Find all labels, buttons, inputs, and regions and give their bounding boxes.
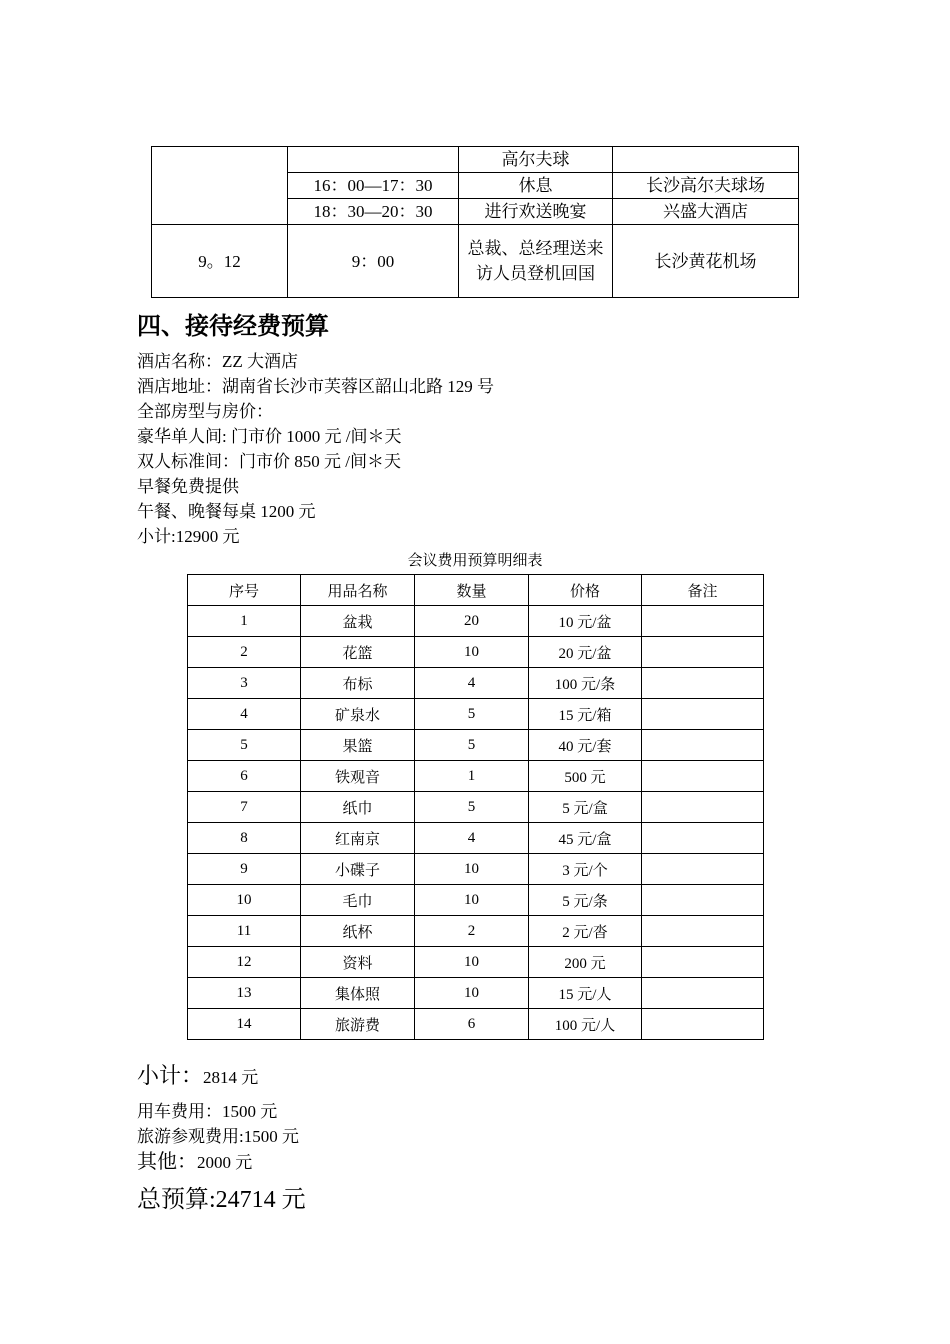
- cell-index: 11: [188, 916, 301, 947]
- hotel-name: 酒店名称：ZZ 大酒店: [137, 352, 299, 371]
- cell-quantity: 5: [415, 730, 529, 761]
- schedule-location-cell: [613, 147, 799, 173]
- schedule-date-cell: 9。12: [152, 225, 288, 298]
- cell-quantity: 20: [415, 606, 529, 637]
- cell-price: 40 元/套: [529, 730, 642, 761]
- cell-note: [642, 1009, 764, 1040]
- cell-index: 8: [188, 823, 301, 854]
- items-subtotal-value: 2814 元: [203, 1068, 259, 1087]
- table-row: [188, 854, 764, 885]
- deluxe-single-price: 豪华单人间: 门市价 1000 元 /间＊天: [137, 427, 402, 446]
- cell-note: [642, 761, 764, 792]
- table-row: [188, 761, 764, 792]
- col-header-note: 备注: [642, 575, 764, 606]
- items-subtotal: [137, 1061, 258, 1093]
- cell-quantity: 10: [415, 978, 529, 1009]
- schedule-row: [152, 225, 799, 298]
- schedule-time-cell: 9：00: [288, 225, 459, 298]
- cell-index: 13: [188, 978, 301, 1009]
- table-row: [188, 699, 764, 730]
- cell-quantity: 10: [415, 637, 529, 668]
- col-header-price: 价格: [529, 575, 642, 606]
- cell-price: 45 元/盒: [529, 823, 642, 854]
- table-row: [188, 885, 764, 916]
- table-row: [188, 978, 764, 1009]
- schedule-activity-cell: 高尔夫球: [459, 147, 613, 173]
- cell-item-name: 红南京: [301, 823, 415, 854]
- total-budget-label: 总预算:: [137, 1187, 216, 1213]
- cell-item-name: 集体照: [301, 978, 415, 1009]
- double-standard-price: 双人标准间：门市价 850 元 /间＊天: [137, 452, 401, 471]
- cell-quantity: 1: [415, 761, 529, 792]
- cell-price: 100 元/人: [529, 1009, 642, 1040]
- cell-note: [642, 699, 764, 730]
- cell-quantity: 10: [415, 947, 529, 978]
- cell-index: 6: [188, 761, 301, 792]
- cell-note: [642, 606, 764, 637]
- cell-index: 4: [188, 699, 301, 730]
- cell-item-name: 铁观音: [301, 761, 415, 792]
- budget-table: [187, 574, 764, 1040]
- cell-price: 200 元: [529, 947, 642, 978]
- cell-quantity: 10: [415, 854, 529, 885]
- items-subtotal-label: 小计：: [137, 1063, 204, 1088]
- cell-price: 5 元/盒: [529, 792, 642, 823]
- schedule-location-cell: 长沙黄花机场: [613, 225, 799, 298]
- cell-price: 5 元/条: [529, 885, 642, 916]
- other-cost-label: 其他：: [137, 1151, 197, 1173]
- cell-quantity: 4: [415, 668, 529, 699]
- cell-quantity: 5: [415, 792, 529, 823]
- schedule-time-cell: 18：30—20：30: [288, 199, 459, 225]
- cell-quantity: 5: [415, 699, 529, 730]
- cell-note: [642, 885, 764, 916]
- budget-table-body: [188, 606, 764, 1040]
- cell-index: 2: [188, 637, 301, 668]
- cell-index: 12: [188, 947, 301, 978]
- section-heading: 四、接待经费预算: [137, 312, 329, 340]
- cell-quantity: 10: [415, 885, 529, 916]
- table-row: [188, 730, 764, 761]
- other-cost: [137, 1147, 252, 1178]
- col-header-item: 用品名称: [301, 575, 415, 606]
- cell-note: [642, 637, 764, 668]
- cell-note: [642, 668, 764, 699]
- total-budget-value: 24714 元: [215, 1187, 306, 1213]
- cell-index: 3: [188, 668, 301, 699]
- cell-price: 2 元/沓: [529, 916, 642, 947]
- hotel-subtotal: 小计:12900 元: [137, 527, 240, 546]
- cell-index: 10: [188, 885, 301, 916]
- schedule-activity-cell: 进行欢送晚宴: [459, 199, 613, 225]
- cell-price: 20 元/盆: [529, 637, 642, 668]
- cell-price: 500 元: [529, 761, 642, 792]
- cell-note: [642, 730, 764, 761]
- cell-index: 9: [188, 854, 301, 885]
- table-row: [188, 947, 764, 978]
- col-header-quantity: 数量: [415, 575, 529, 606]
- table-row: [188, 916, 764, 947]
- schedule-date-cell: [152, 147, 288, 225]
- cell-item-name: 盆栽: [301, 606, 415, 637]
- cell-quantity: 6: [415, 1009, 529, 1040]
- table-row: [188, 792, 764, 823]
- cell-item-name: 小碟子: [301, 854, 415, 885]
- budget-table-caption: 会议费用预算明细表: [407, 553, 543, 569]
- cell-note: [642, 792, 764, 823]
- cell-note: [642, 916, 764, 947]
- cell-index: 7: [188, 792, 301, 823]
- cell-item-name: 纸巾: [301, 792, 415, 823]
- cell-note: [642, 947, 764, 978]
- cell-index: 5: [188, 730, 301, 761]
- cell-quantity: 2: [415, 916, 529, 947]
- schedule-time-cell: 16：00—17：30: [288, 173, 459, 199]
- cell-index: 14: [188, 1009, 301, 1040]
- hotel-address: 酒店地址：湖南省长沙市芙蓉区韶山北路 129 号: [137, 377, 494, 396]
- cell-quantity: 4: [415, 823, 529, 854]
- vehicle-cost: 用车费用：1500 元: [137, 1102, 278, 1121]
- schedule-row: [152, 147, 799, 173]
- cell-item-name: 布标: [301, 668, 415, 699]
- cell-item-name: 纸杯: [301, 916, 415, 947]
- meals-price: 午餐、晚餐每桌 1200 元: [137, 502, 316, 521]
- schedule-time-cell: [288, 147, 459, 173]
- col-header-index: 序号: [188, 575, 301, 606]
- cell-price: 15 元/人: [529, 978, 642, 1009]
- cell-price: 3 元/个: [529, 854, 642, 885]
- cell-price: 100 元/条: [529, 668, 642, 699]
- schedule-table: [151, 146, 799, 298]
- cell-note: [642, 978, 764, 1009]
- schedule-location-cell: 长沙高尔夫球场: [613, 173, 799, 199]
- room-types-title: 全部房型与房价：: [137, 402, 273, 421]
- cell-item-name: 花篮: [301, 637, 415, 668]
- breakfast-note: 早餐免费提供: [137, 477, 239, 496]
- cell-price: 10 元/盆: [529, 606, 642, 637]
- other-cost-value: 2000 元: [197, 1153, 253, 1172]
- cell-item-name: 毛巾: [301, 885, 415, 916]
- cell-item-name: 资料: [301, 947, 415, 978]
- cell-index: 1: [188, 606, 301, 637]
- sightseeing-cost: 旅游参观费用:1500 元: [137, 1127, 299, 1146]
- budget-header-row: [188, 575, 764, 606]
- cell-note: [642, 854, 764, 885]
- cell-item-name: 矿泉水: [301, 699, 415, 730]
- table-row: [188, 823, 764, 854]
- table-row: [188, 637, 764, 668]
- cell-item-name: 旅游费: [301, 1009, 415, 1040]
- total-budget: [137, 1183, 306, 1217]
- table-row: [188, 606, 764, 637]
- schedule-location-cell: 兴盛大酒店: [613, 199, 799, 225]
- table-row: [188, 668, 764, 699]
- schedule-activity-cell: 休息: [459, 173, 613, 199]
- cell-item-name: 果篮: [301, 730, 415, 761]
- schedule-activity-cell: 总裁、总经理送来访人员登机回国: [459, 225, 613, 298]
- cell-note: [642, 823, 764, 854]
- cell-price: 15 元/箱: [529, 699, 642, 730]
- table-row: [188, 1009, 764, 1040]
